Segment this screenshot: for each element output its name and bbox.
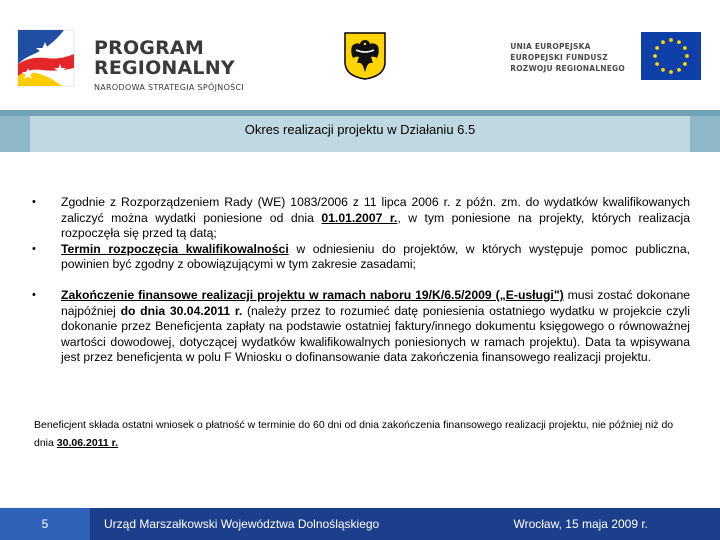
bullet2-text: w odniesieniu do projektów, w których występuje pomoc publiczna, powinien być zgodny z obowiązującymi w tym zakresie zasadami; <box>61 241 690 272</box>
bullet-icon: • <box>32 196 36 208</box>
bullet-icon: • <box>32 242 36 255</box>
footnote-text: Beneficjent składa ostatni wniosek o płatność w terminie do 60 dni od dnia zakończenia finansowego realizacji projektu, nie później niż do dnia <box>34 419 674 449</box>
bullet-item-state-aid <box>30 242 690 273</box>
eu-logo-line2: EUROPEJSKI FUNDUSZ <box>510 53 608 62</box>
program-logo-line2: REGIONALNY <box>94 57 235 79</box>
footer-organization: Urząd Marszałkowski Województwa Dolnośląskiego <box>104 517 380 531</box>
bullet1-text-start: Zgodnie z Rozporządzeniem Rady (WE) 1083/2006 z 11 lipca 2006 r. z późn. zm. do wydatków kwalifikowanych zaliczyć można wydatki poniesione od dnia <box>61 195 690 225</box>
footnote-date: 30.06.2011 r. <box>56 437 119 449</box>
footnote <box>34 416 688 452</box>
slide-title: Okres realizacji projektu w Działaniu 6.5 <box>244 122 476 137</box>
program-regionalny-logo <box>12 24 262 94</box>
page-number: 5 <box>41 517 49 531</box>
bullet3-text-end: (należy przez to rozumieć datę poniesienia ostatniego wydatku w projekcie czyli dokonanie przez Beneficjenta zapłaty na podstawie ostatniej faktury/innego dokumentu księgowego o równoważnej wartości dowodowej, dotyczącej wydatków kwalifikowalnych poniesionych w ramach projektu). Data ta wpisywana jest przez beneficjenta w polu F Wniosku o dofinansowanie data zakończenia finansowego realizacji projektu. <box>61 303 690 365</box>
bullet-list <box>30 195 690 366</box>
eu-logo-line1: UNIA EUROPEJSKA <box>510 42 591 51</box>
footer-date: Wrocław, 15 maja 2009 r. <box>513 517 648 531</box>
bullet-icon: • <box>32 288 36 301</box>
bullet-item-eligibility-start <box>30 195 690 242</box>
program-flag-icon <box>12 24 82 94</box>
bullet3-underlined: Zakończenie finansowe realizacji projektu w ramach naboru 19/K/6.5/2009 („E-usługi") <box>61 287 564 302</box>
bullet1-text-end: , w tym poniesione na projekty, których realizacja rozpoczęła się przed tą datą; <box>61 210 690 241</box>
eu-erdf-logo <box>503 32 703 80</box>
eu-flag-icon <box>641 32 701 80</box>
program-logo-line1: PROGRAM <box>94 37 204 59</box>
program-logo-line3: NARODOWA STRATEGIA SPÓJNOŚCI <box>94 83 245 92</box>
header-logos <box>0 0 720 108</box>
bullet2-underlined: Termin rozpoczęcia kwalifikowalności <box>61 241 289 256</box>
bullet3-text-start: musi zostać dokonane najpóźniej <box>61 287 691 318</box>
lower-silesia-eagle-icon <box>344 32 386 80</box>
footer-bar <box>0 508 720 540</box>
bullet1-date: 01.01.2007 r. <box>321 210 398 225</box>
eu-logo-line3: ROZWOJU REGIONALNEGO <box>510 64 625 73</box>
bullet-item-financial-completion <box>30 288 690 366</box>
bullet3-deadline: do dnia 30.04.2011 r. <box>120 303 243 318</box>
